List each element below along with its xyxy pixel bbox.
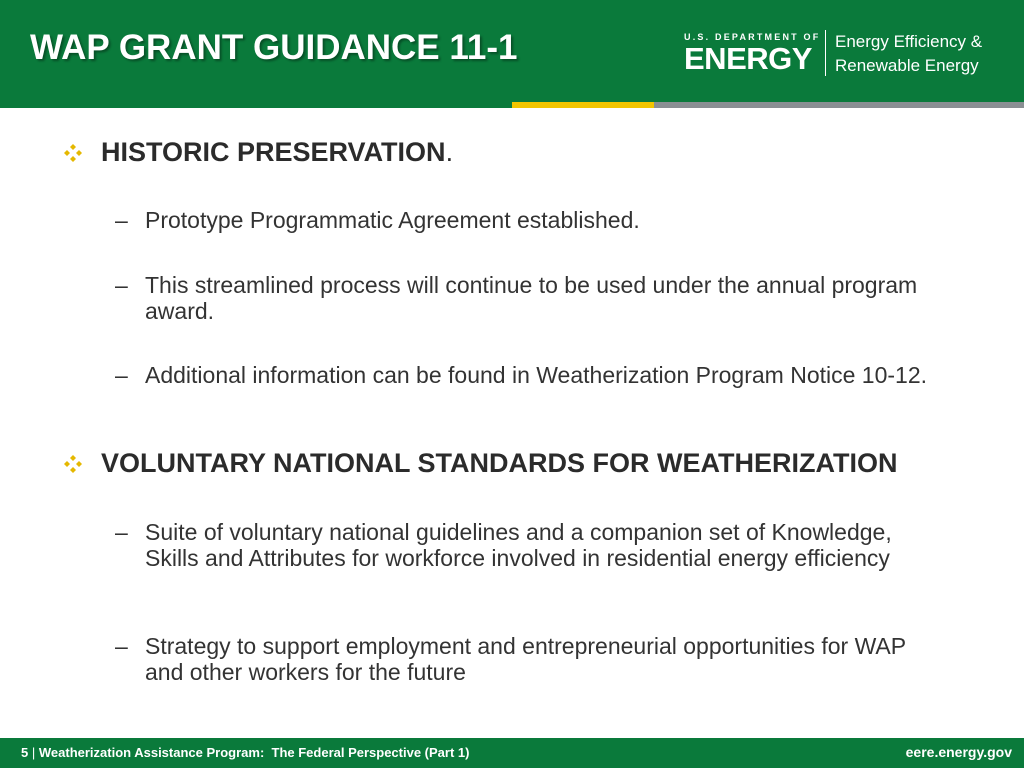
- slide-footer: [0, 738, 1024, 768]
- dash-marker: –: [115, 519, 128, 545]
- section-heading-text: VOLUNTARY NATIONAL STANDARDS FOR WEATHERIZATION: [101, 448, 898, 478]
- list-item-text: Suite of voluntary national guidelines and a companion set of Knowledge, Skills and Attributes for workforce involved in residential energy efficiency: [145, 519, 892, 571]
- logo-energy-text: ENERGY: [684, 41, 812, 76]
- doe-eere-logo: [684, 30, 1004, 80]
- footer-separator: |: [31, 745, 36, 760]
- logo-department-text: U.S. DEPARTMENT OF: [684, 32, 821, 42]
- dash-marker: –: [115, 272, 128, 298]
- footer-website-link[interactable]: eere.energy.gov: [905, 744, 1012, 760]
- logo-office-line2: Renewable Energy: [835, 56, 979, 75]
- four-diamond-bullet-icon: [64, 144, 82, 162]
- page-number: 5: [21, 745, 29, 760]
- list-item-text: Prototype Programmatic Agreement established.: [145, 207, 640, 233]
- footer-left: [21, 745, 469, 760]
- section-heading-voluntary-national-standards: [101, 448, 897, 479]
- stripe-yellow: [512, 102, 654, 108]
- slide-header: [0, 0, 1024, 102]
- list-item-text: Additional information can be found in Weatherization Program Notice 10-12.: [145, 362, 928, 388]
- dash-marker: –: [115, 362, 128, 388]
- section-heading-historic-preservation: [101, 137, 453, 168]
- slide-title: WAP GRANT GUIDANCE 11-1: [30, 28, 518, 67]
- stripe-gray: [654, 102, 1024, 108]
- dash-marker: –: [115, 207, 128, 233]
- logo-office-line1: Energy Efficiency &: [835, 32, 983, 51]
- header-accent-stripe: [0, 102, 1024, 108]
- section-heading-text: HISTORIC PRESERVATION: [101, 137, 446, 167]
- four-diamond-bullet-icon: [64, 455, 82, 473]
- dash-marker: –: [115, 633, 128, 659]
- list-item-text: This streamlined process will continue to be used under the annual program award.: [145, 272, 918, 324]
- stripe-green: [0, 102, 512, 108]
- section-heading-suffix: .: [445, 137, 454, 167]
- list-item-text: Strategy to support employment and entrepreneurial opportunities for WAP and other workers for the future: [145, 633, 906, 685]
- logo-divider: [825, 30, 826, 76]
- footer-program-title: Weatherization Assistance Program: The Federal Perspective (Part 1): [38, 745, 470, 760]
